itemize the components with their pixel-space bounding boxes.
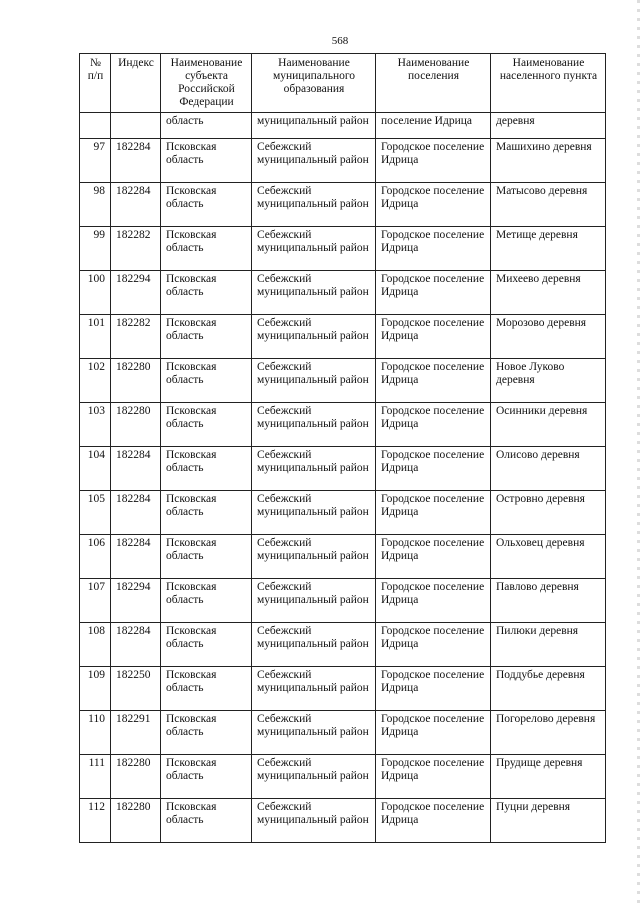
cell-locality: Ольховец деревня	[491, 535, 606, 579]
cell-index: 182282	[111, 315, 161, 359]
table-row	[80, 579, 606, 623]
cell-num: 100	[80, 271, 111, 315]
cell-settlement: Городское поселение Идрица	[376, 183, 491, 227]
table-row	[80, 403, 606, 447]
cell-locality: Матысово деревня	[491, 183, 606, 227]
cell-settlement: Городское поселение Идрица	[376, 359, 491, 403]
cell-num: 97	[80, 139, 111, 183]
cell-num	[80, 113, 111, 139]
cell-num: 103	[80, 403, 111, 447]
cell-subject: Псковская область	[161, 359, 252, 403]
cell-municipality: Себежский муниципальный район	[252, 359, 376, 403]
cell-index: 182284	[111, 139, 161, 183]
header-municipality: Наименование муниципального образования	[252, 54, 376, 113]
cell-municipality: Себежский муниципальный район	[252, 799, 376, 843]
cell-index: 182284	[111, 183, 161, 227]
cell-index: 182284	[111, 623, 161, 667]
cell-subject: область	[161, 113, 252, 139]
cell-num: 107	[80, 579, 111, 623]
cell-subject: Псковская область	[161, 271, 252, 315]
cell-locality: Морозово деревня	[491, 315, 606, 359]
table-row	[80, 667, 606, 711]
header-subject: Наименование субъекта Российской Федерации	[161, 54, 252, 113]
cell-settlement: Городское поселение Идрица	[376, 579, 491, 623]
cell-index: 182294	[111, 271, 161, 315]
cell-index: 182280	[111, 799, 161, 843]
table-row	[80, 623, 606, 667]
cell-index: 182284	[111, 535, 161, 579]
table-header-row	[80, 54, 606, 113]
cell-municipality: Себежский муниципальный район	[252, 711, 376, 755]
cell-municipality: Себежский муниципальный район	[252, 271, 376, 315]
header-locality: Наименование населенного пункта	[491, 54, 606, 113]
cell-subject: Псковская область	[161, 755, 252, 799]
cell-num: 99	[80, 227, 111, 271]
cell-settlement: Городское поселение Идрица	[376, 667, 491, 711]
cell-num: 109	[80, 667, 111, 711]
cell-locality: Прудище деревня	[491, 755, 606, 799]
cell-subject: Псковская область	[161, 623, 252, 667]
cell-subject: Псковская область	[161, 183, 252, 227]
cell-settlement: Городское поселение Идрица	[376, 535, 491, 579]
cell-num: 105	[80, 491, 111, 535]
cell-municipality: муниципальный район	[252, 113, 376, 139]
table-row	[80, 491, 606, 535]
cell-locality: Пуцни деревня	[491, 799, 606, 843]
cell-settlement: Городское поселение Идрица	[376, 139, 491, 183]
cell-index	[111, 113, 161, 139]
cell-locality: Машихино деревня	[491, 139, 606, 183]
cell-subject: Псковская область	[161, 227, 252, 271]
cell-subject: Псковская область	[161, 447, 252, 491]
table-row	[80, 271, 606, 315]
cell-index: 182280	[111, 359, 161, 403]
cell-locality: Павлово деревня	[491, 579, 606, 623]
table-row	[80, 359, 606, 403]
cell-subject: Псковская область	[161, 403, 252, 447]
cell-municipality: Себежский муниципальный район	[252, 447, 376, 491]
cell-municipality: Себежский муниципальный район	[252, 579, 376, 623]
cell-num: 108	[80, 623, 111, 667]
cell-num: 110	[80, 711, 111, 755]
cell-settlement: Городское поселение Идрица	[376, 315, 491, 359]
cell-settlement: Городское поселение Идрица	[376, 711, 491, 755]
cell-subject: Псковская область	[161, 315, 252, 359]
cell-index: 182294	[111, 579, 161, 623]
cell-num: 102	[80, 359, 111, 403]
cell-settlement: Городское поселение Идрица	[376, 271, 491, 315]
page-number: 568	[331, 35, 349, 47]
cell-subject: Псковская область	[161, 535, 252, 579]
cell-subject: Псковская область	[161, 139, 252, 183]
cell-settlement: Городское поселение Идрица	[376, 799, 491, 843]
cell-num: 98	[80, 183, 111, 227]
cell-municipality: Себежский муниципальный район	[252, 183, 376, 227]
cell-settlement: поселение Идрица	[376, 113, 491, 139]
cell-index: 182280	[111, 755, 161, 799]
table-row	[80, 227, 606, 271]
table-row	[80, 755, 606, 799]
table-row	[80, 799, 606, 843]
cell-index: 182284	[111, 447, 161, 491]
table-row	[80, 535, 606, 579]
cell-settlement: Городское поселение Идрица	[376, 403, 491, 447]
cell-settlement: Городское поселение Идрица	[376, 623, 491, 667]
cell-subject: Псковская область	[161, 799, 252, 843]
cell-municipality: Себежский муниципальный район	[252, 227, 376, 271]
table-row	[80, 139, 606, 183]
cell-municipality: Себежский муниципальный район	[252, 315, 376, 359]
cell-locality: Осинники деревня	[491, 403, 606, 447]
cell-num: 104	[80, 447, 111, 491]
cell-subject: Псковская область	[161, 711, 252, 755]
cell-settlement: Городское поселение Идрица	[376, 491, 491, 535]
cell-locality: Пилюки деревня	[491, 623, 606, 667]
cell-locality: Островно деревня	[491, 491, 606, 535]
cell-locality: Олисово деревня	[491, 447, 606, 491]
table-row	[80, 315, 606, 359]
cell-locality: Погорелово деревня	[491, 711, 606, 755]
cell-num: 111	[80, 755, 111, 799]
localities-table	[79, 53, 606, 843]
cell-locality: Михеево деревня	[491, 271, 606, 315]
cell-municipality: Себежский муниципальный район	[252, 139, 376, 183]
cell-municipality: Себежский муниципальный район	[252, 403, 376, 447]
cell-locality: деревня	[491, 113, 606, 139]
cell-municipality: Себежский муниципальный район	[252, 667, 376, 711]
cell-settlement: Городское поселение Идрица	[376, 755, 491, 799]
table-row	[80, 447, 606, 491]
cell-municipality: Себежский муниципальный район	[252, 535, 376, 579]
cell-locality: Поддубье деревня	[491, 667, 606, 711]
table-row	[80, 183, 606, 227]
cell-index: 182250	[111, 667, 161, 711]
header-index: Индекс	[111, 54, 161, 113]
cell-subject: Псковская область	[161, 579, 252, 623]
continuation-row	[80, 113, 606, 139]
cell-subject: Псковская область	[161, 667, 252, 711]
cell-index: 182282	[111, 227, 161, 271]
cell-municipality: Себежский муниципальный район	[252, 491, 376, 535]
cell-settlement: Городское поселение Идрица	[376, 227, 491, 271]
cell-num: 101	[80, 315, 111, 359]
cell-settlement: Городское поселение Идрица	[376, 447, 491, 491]
cell-index: 182280	[111, 403, 161, 447]
cell-locality: Метище деревня	[491, 227, 606, 271]
cell-locality: Новое Луково деревня	[491, 359, 606, 403]
cell-index: 182291	[111, 711, 161, 755]
cell-subject: Псковская область	[161, 491, 252, 535]
header-settlement: Наименование поселения	[376, 54, 491, 113]
cell-index: 182284	[111, 491, 161, 535]
cell-municipality: Себежский муниципальный район	[252, 623, 376, 667]
header-num: № п/п	[80, 54, 111, 113]
table-row	[80, 711, 606, 755]
cell-municipality: Себежский муниципальный район	[252, 755, 376, 799]
cell-num: 106	[80, 535, 111, 579]
cell-num: 112	[80, 799, 111, 843]
